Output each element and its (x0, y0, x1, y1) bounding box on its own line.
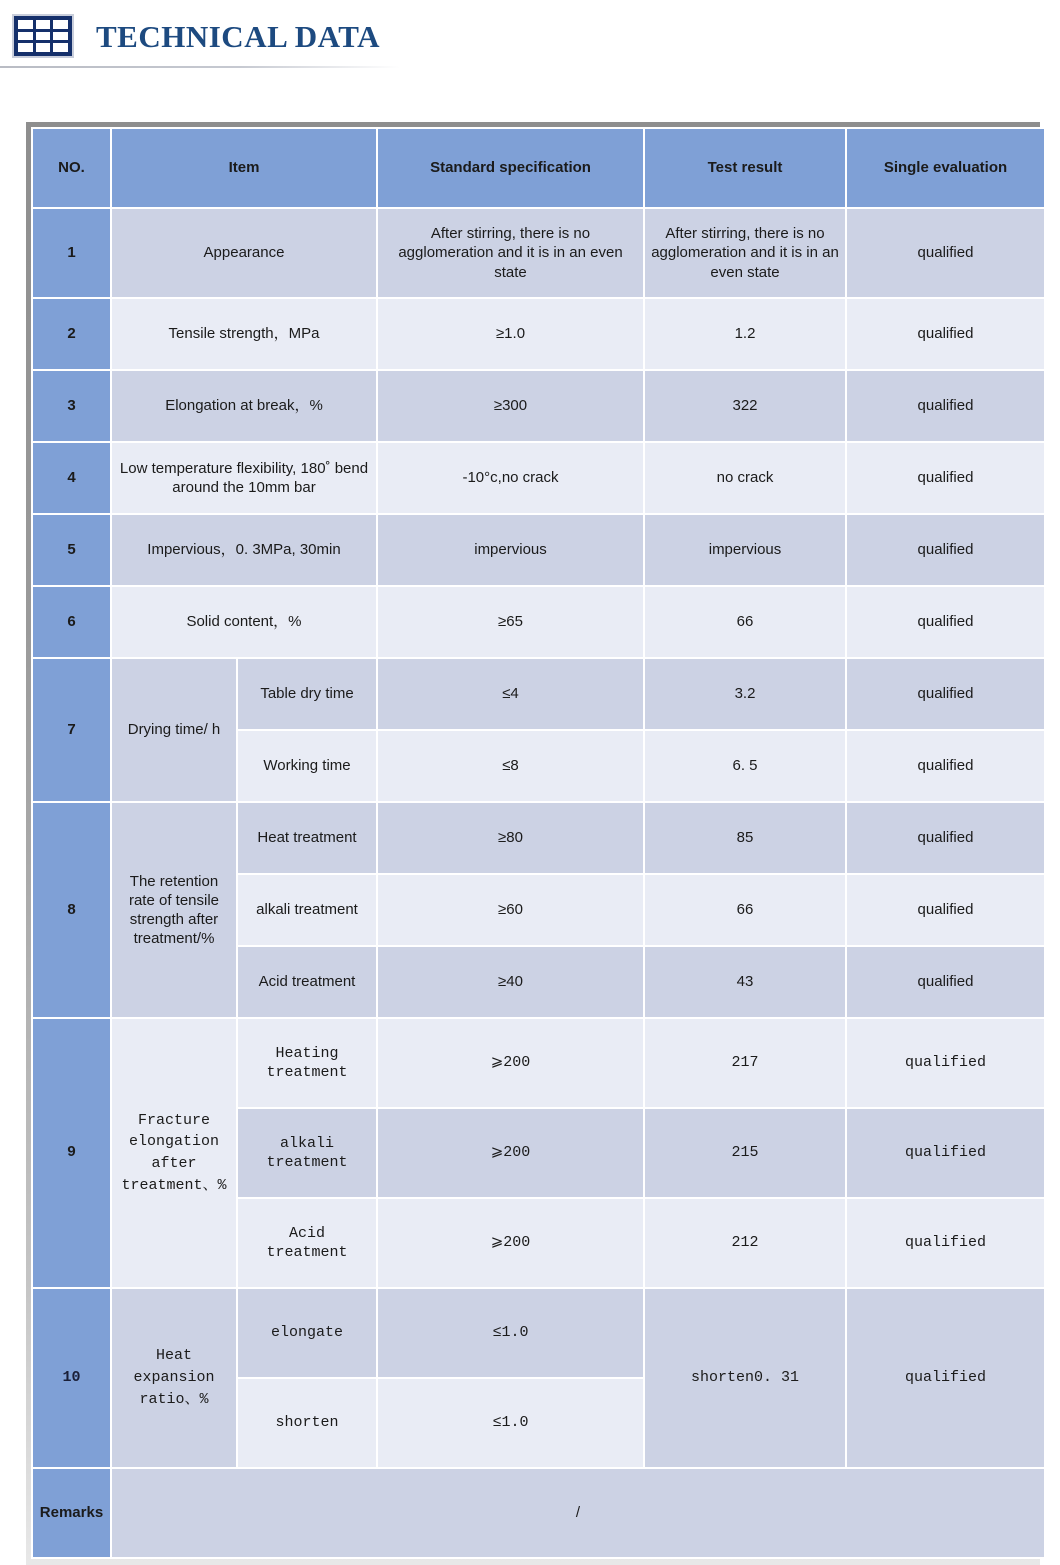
remarks-row (33, 1469, 1044, 1557)
row-number: 9 (33, 1019, 110, 1287)
row-evaluation: qualified (847, 947, 1044, 1017)
row-standard: ≤1.0 (378, 1289, 643, 1377)
row-result: 1.2 (645, 299, 845, 369)
row-result: 215 (645, 1109, 845, 1197)
table-row (33, 371, 1044, 441)
row-evaluation: qualified (847, 1109, 1044, 1197)
row-subitem: elongate (238, 1289, 376, 1377)
row-item: Tensile strength，MPa (112, 299, 376, 369)
row-result-merged: shorten0. 31 (645, 1289, 845, 1467)
table-row (33, 587, 1044, 657)
column-header-evaluation: Single evaluation (847, 129, 1044, 207)
row-number: 1 (33, 209, 110, 297)
row-standard: After stirring, there is no agglomeration and it is in an even state (378, 209, 643, 297)
header-row (33, 129, 1044, 207)
row-item: Fracture elongation after treatment、% (112, 1019, 236, 1287)
column-header-result: Test result (645, 129, 845, 207)
row-evaluation: qualified (847, 209, 1044, 297)
row-standard: ≥60 (378, 875, 643, 945)
row-subitem: Heating treatment (238, 1019, 376, 1107)
page-title: TECHNICAL DATA (96, 18, 381, 54)
row-standard: ≥1.0 (378, 299, 643, 369)
column-header-standard: Standard specification (378, 129, 643, 207)
row-evaluation: qualified (847, 443, 1044, 513)
row-result: 66 (645, 875, 845, 945)
table-header (33, 129, 1044, 207)
row-evaluation: qualified (847, 659, 1044, 729)
row-standard: -10°c,no crack (378, 443, 643, 513)
page-header (0, 0, 1060, 72)
row-number: 5 (33, 515, 110, 585)
row-evaluation: qualified (847, 731, 1044, 801)
row-evaluation: qualified (847, 587, 1044, 657)
row-item: Heat expansion ratio、% (112, 1289, 236, 1467)
row-standard: impervious (378, 515, 643, 585)
row-standard: ≥300 (378, 371, 643, 441)
row-subitem: Acid treatment (238, 1199, 376, 1287)
row-subitem: shorten (238, 1379, 376, 1467)
row-number: 7 (33, 659, 110, 801)
row-item: Drying time/ h (112, 659, 236, 801)
row-result: 322 (645, 371, 845, 441)
row-result: 217 (645, 1019, 845, 1107)
remarks-label: Remarks (33, 1469, 110, 1557)
table-row (33, 299, 1044, 369)
column-header-no: NO. (33, 129, 110, 207)
row-result: 6. 5 (645, 731, 845, 801)
row-number: 3 (33, 371, 110, 441)
row-standard: ≤8 (378, 731, 643, 801)
row-evaluation: qualified (847, 371, 1044, 441)
row-standard: ≥40 (378, 947, 643, 1017)
technical-data-table-shell (26, 122, 1040, 1565)
row-evaluation: qualified (847, 1199, 1044, 1287)
table-grid-icon (12, 14, 74, 58)
row-item: Impervious，0. 3MPa, 30min (112, 515, 376, 585)
row-subitem: alkali treatment (238, 875, 376, 945)
row-evaluation: qualified (847, 1019, 1044, 1107)
row-standard: ⩾200 (378, 1019, 643, 1107)
technical-data-table (31, 127, 1046, 1559)
row-evaluation-merged: qualified (847, 1289, 1044, 1467)
row-evaluation: qualified (847, 875, 1044, 945)
row-standard: ⩾200 (378, 1199, 643, 1287)
row-standard: ≤1.0 (378, 1379, 643, 1467)
row-evaluation: qualified (847, 803, 1044, 873)
row-subitem: alkali treatment (238, 1109, 376, 1197)
row-standard: ≥80 (378, 803, 643, 873)
row-number: 2 (33, 299, 110, 369)
row-item: Low temperature flexibility, 180˚ bend around the 10mm bar (112, 443, 376, 513)
table-row (33, 515, 1044, 585)
table-row (33, 209, 1044, 297)
row-number: 10 (33, 1289, 110, 1467)
row-item: Solid content，% (112, 587, 376, 657)
table-row (33, 659, 1044, 729)
row-subitem: Table dry time (238, 659, 376, 729)
row-subitem: Acid treatment (238, 947, 376, 1017)
row-result: 85 (645, 803, 845, 873)
table-row (33, 443, 1044, 513)
row-standard: ≥65 (378, 587, 643, 657)
row-item: Appearance (112, 209, 376, 297)
row-evaluation: qualified (847, 515, 1044, 585)
remarks-value: / (112, 1469, 1044, 1557)
column-header-item: Item (112, 129, 376, 207)
header-inner (0, 0, 1060, 58)
row-number: 6 (33, 587, 110, 657)
row-result: 212 (645, 1199, 845, 1287)
row-result: no crack (645, 443, 845, 513)
row-result: impervious (645, 515, 845, 585)
row-result: 3.2 (645, 659, 845, 729)
row-item: Elongation at break，% (112, 371, 376, 441)
row-standard: ⩾200 (378, 1109, 643, 1197)
table-row (33, 1019, 1044, 1107)
header-divider (0, 66, 400, 68)
row-subitem: Working time (238, 731, 376, 801)
row-result: After stirring, there is no agglomeration and it is in an even state (645, 209, 845, 297)
row-evaluation: qualified (847, 299, 1044, 369)
row-number: 4 (33, 443, 110, 513)
row-item: The retention rate of tensile strength after treatment/% (112, 803, 236, 1017)
table-row (33, 1289, 1044, 1377)
row-result: 66 (645, 587, 845, 657)
row-subitem: Heat treatment (238, 803, 376, 873)
row-standard: ≤4 (378, 659, 643, 729)
row-result: 43 (645, 947, 845, 1017)
row-number: 8 (33, 803, 110, 1017)
table-body (33, 209, 1044, 1557)
table-row (33, 803, 1044, 873)
